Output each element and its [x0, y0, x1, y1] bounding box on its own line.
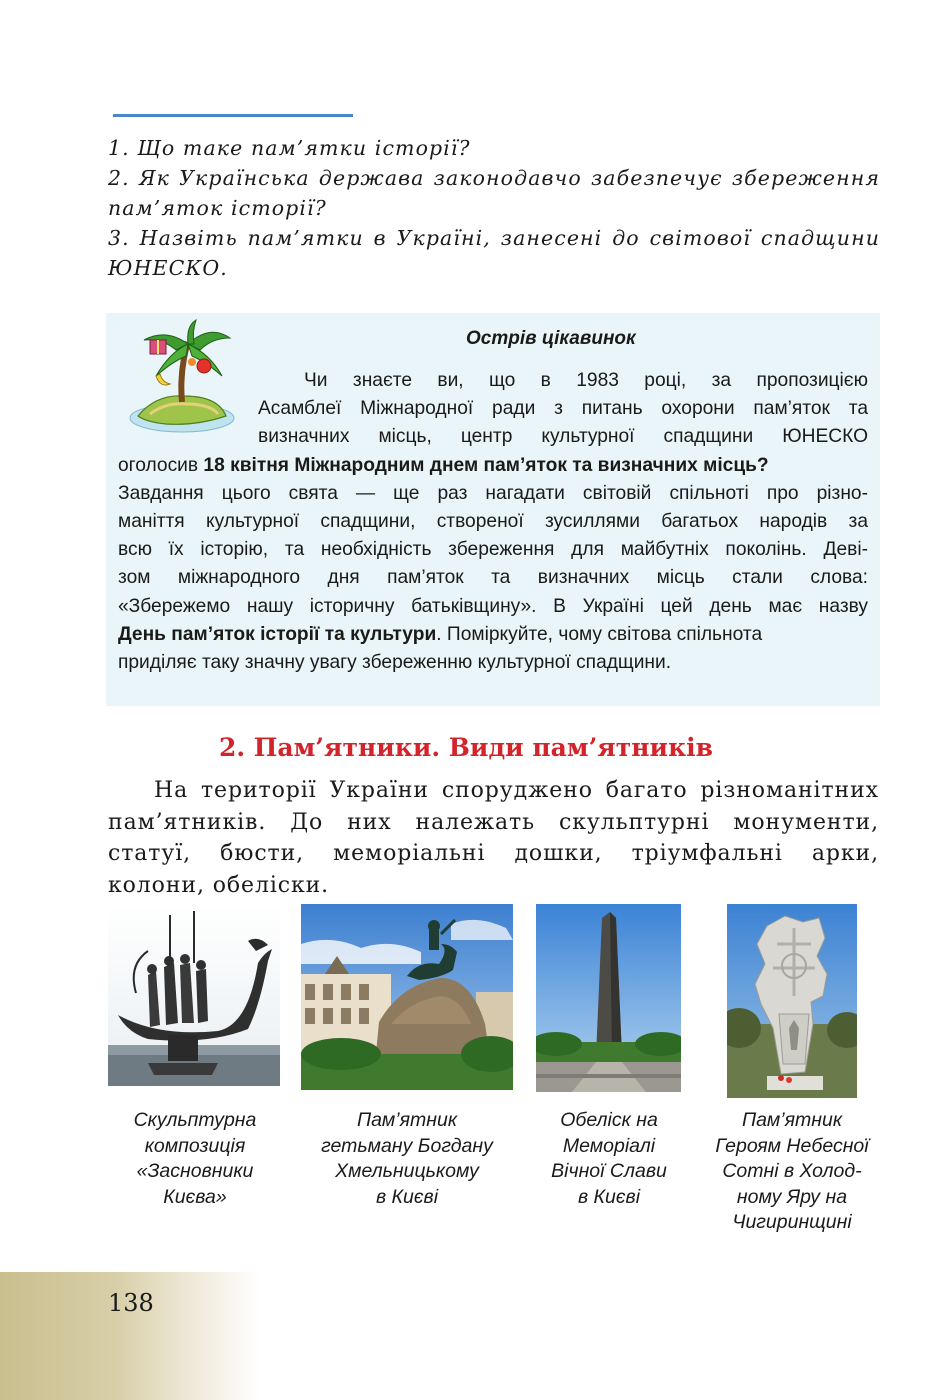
khmelnytsky-monument-image [301, 904, 513, 1090]
caption-obelisk [534, 1108, 684, 1210]
caption-line: Києва» [163, 1185, 227, 1208]
caption-line: Хмельницькому [335, 1160, 479, 1182]
box-line: Завдання цього свята — ще раз нагадати світовій спільноті про різно- [118, 482, 868, 504]
photo-heavenly-hundred-cross [727, 904, 857, 1098]
caption-founders-of-kyiv [110, 1108, 280, 1210]
caption-line: Сотні в Холод- [722, 1160, 862, 1182]
box-line: Чи знаєте ви, що в 1983 році, за пропозицією [304, 370, 868, 391]
caption-line: ному Яру на [736, 1185, 848, 1208]
caption-line: Меморіалі [562, 1134, 656, 1157]
fun-facts-box [106, 313, 880, 706]
caption-line: Пам’ятник [356, 1109, 458, 1131]
decorative-rule [113, 114, 353, 117]
photo-obelisk-eternal-glory [536, 904, 681, 1092]
box-line: визначних місць, центр культурної спадщини ЮНЕСКО [258, 426, 868, 448]
box-title: Острів цікавинок [466, 328, 636, 349]
box-line: приділяє таку значну увагу збереженню культурної спадщини. [118, 652, 672, 674]
body-line: колони, обеліски. [108, 872, 330, 898]
box-line: всю їх історію, та необхідність збереження для майбутніх поколінь. Деві- [118, 539, 868, 561]
box-line: «Збережемо нашу історичну батьківщину». В Україні цей день має назву [118, 595, 868, 617]
heavenly-hundred-cross-image [727, 904, 857, 1098]
caption-line: Героям Небесної [715, 1134, 869, 1157]
caption-line: композиція [144, 1134, 246, 1157]
caption-line: «Засновники [136, 1160, 254, 1182]
question-2-line-2: пам’яток історії? [108, 196, 327, 220]
box-line: маніття культурної спадщини, створеної зусиллями багатьох народів за [118, 511, 868, 533]
caption-line: Пам’ятник [741, 1109, 843, 1131]
box-line: Асамблеї Міжнародної ради з питань охорони пам’яток та [258, 398, 868, 420]
photo-founders-of-kyiv [108, 905, 280, 1086]
section-body [108, 775, 879, 901]
highlight-date: 18 квітня Міжнародним днем пам’яток та визначних місць? [203, 454, 769, 476]
section-heading [0, 733, 952, 762]
question-3-line-1: 3. Назвіть пам’ятки в Україні, занесені до світової спадщини [108, 226, 880, 250]
box-text [118, 367, 868, 677]
question-3-line-2: ЮНЕСКО. [108, 256, 228, 280]
body-line: пам’ятників. До них належать скульптурні монументи, [108, 809, 879, 835]
photo-khmelnytsky-monument [301, 904, 513, 1090]
question-2-line-1: 2. Як Українська держава законодавчо забезпечує збереження [108, 166, 880, 190]
review-questions [108, 133, 880, 283]
page-number: 138 [108, 1289, 154, 1317]
body-line: статуї, бюсти, меморіальні дошки, тріумфальні арки, [108, 841, 879, 866]
box-line: зом міжнародного дня пам’яток та визначних місць стали слова: [118, 567, 868, 589]
section-heading-text: 2. Пам’ятники. Види пам’ятників [218, 733, 714, 762]
caption-khmelnytsky-monument [300, 1108, 514, 1210]
body-line: На території України споруджено багато різноманітних [154, 778, 879, 803]
caption-line: Вічної Слави [551, 1160, 667, 1182]
caption-line: в Києві [577, 1185, 641, 1208]
question-1: 1. Що таке пам’ятки історії? [108, 136, 471, 160]
highlight-day-name: День пам’яток історії та культури [118, 623, 437, 645]
caption-line: гетьману Богдану [321, 1134, 493, 1157]
box-line [118, 621, 868, 649]
founders-sculpture-image [108, 905, 280, 1086]
caption-heavenly-hundred [700, 1108, 884, 1236]
caption-line: Чигиринщині [732, 1211, 852, 1233]
caption-line: в Києві [375, 1185, 439, 1208]
box-text-fragment: оголосив [118, 454, 204, 476]
box-text-fragment: . Поміркуйте, чому світова спільнота [436, 623, 763, 645]
obelisk-image [536, 904, 681, 1092]
box-line [118, 452, 868, 480]
caption-line: Обеліск на [560, 1109, 658, 1131]
caption-line: Скульптурна [133, 1109, 257, 1131]
